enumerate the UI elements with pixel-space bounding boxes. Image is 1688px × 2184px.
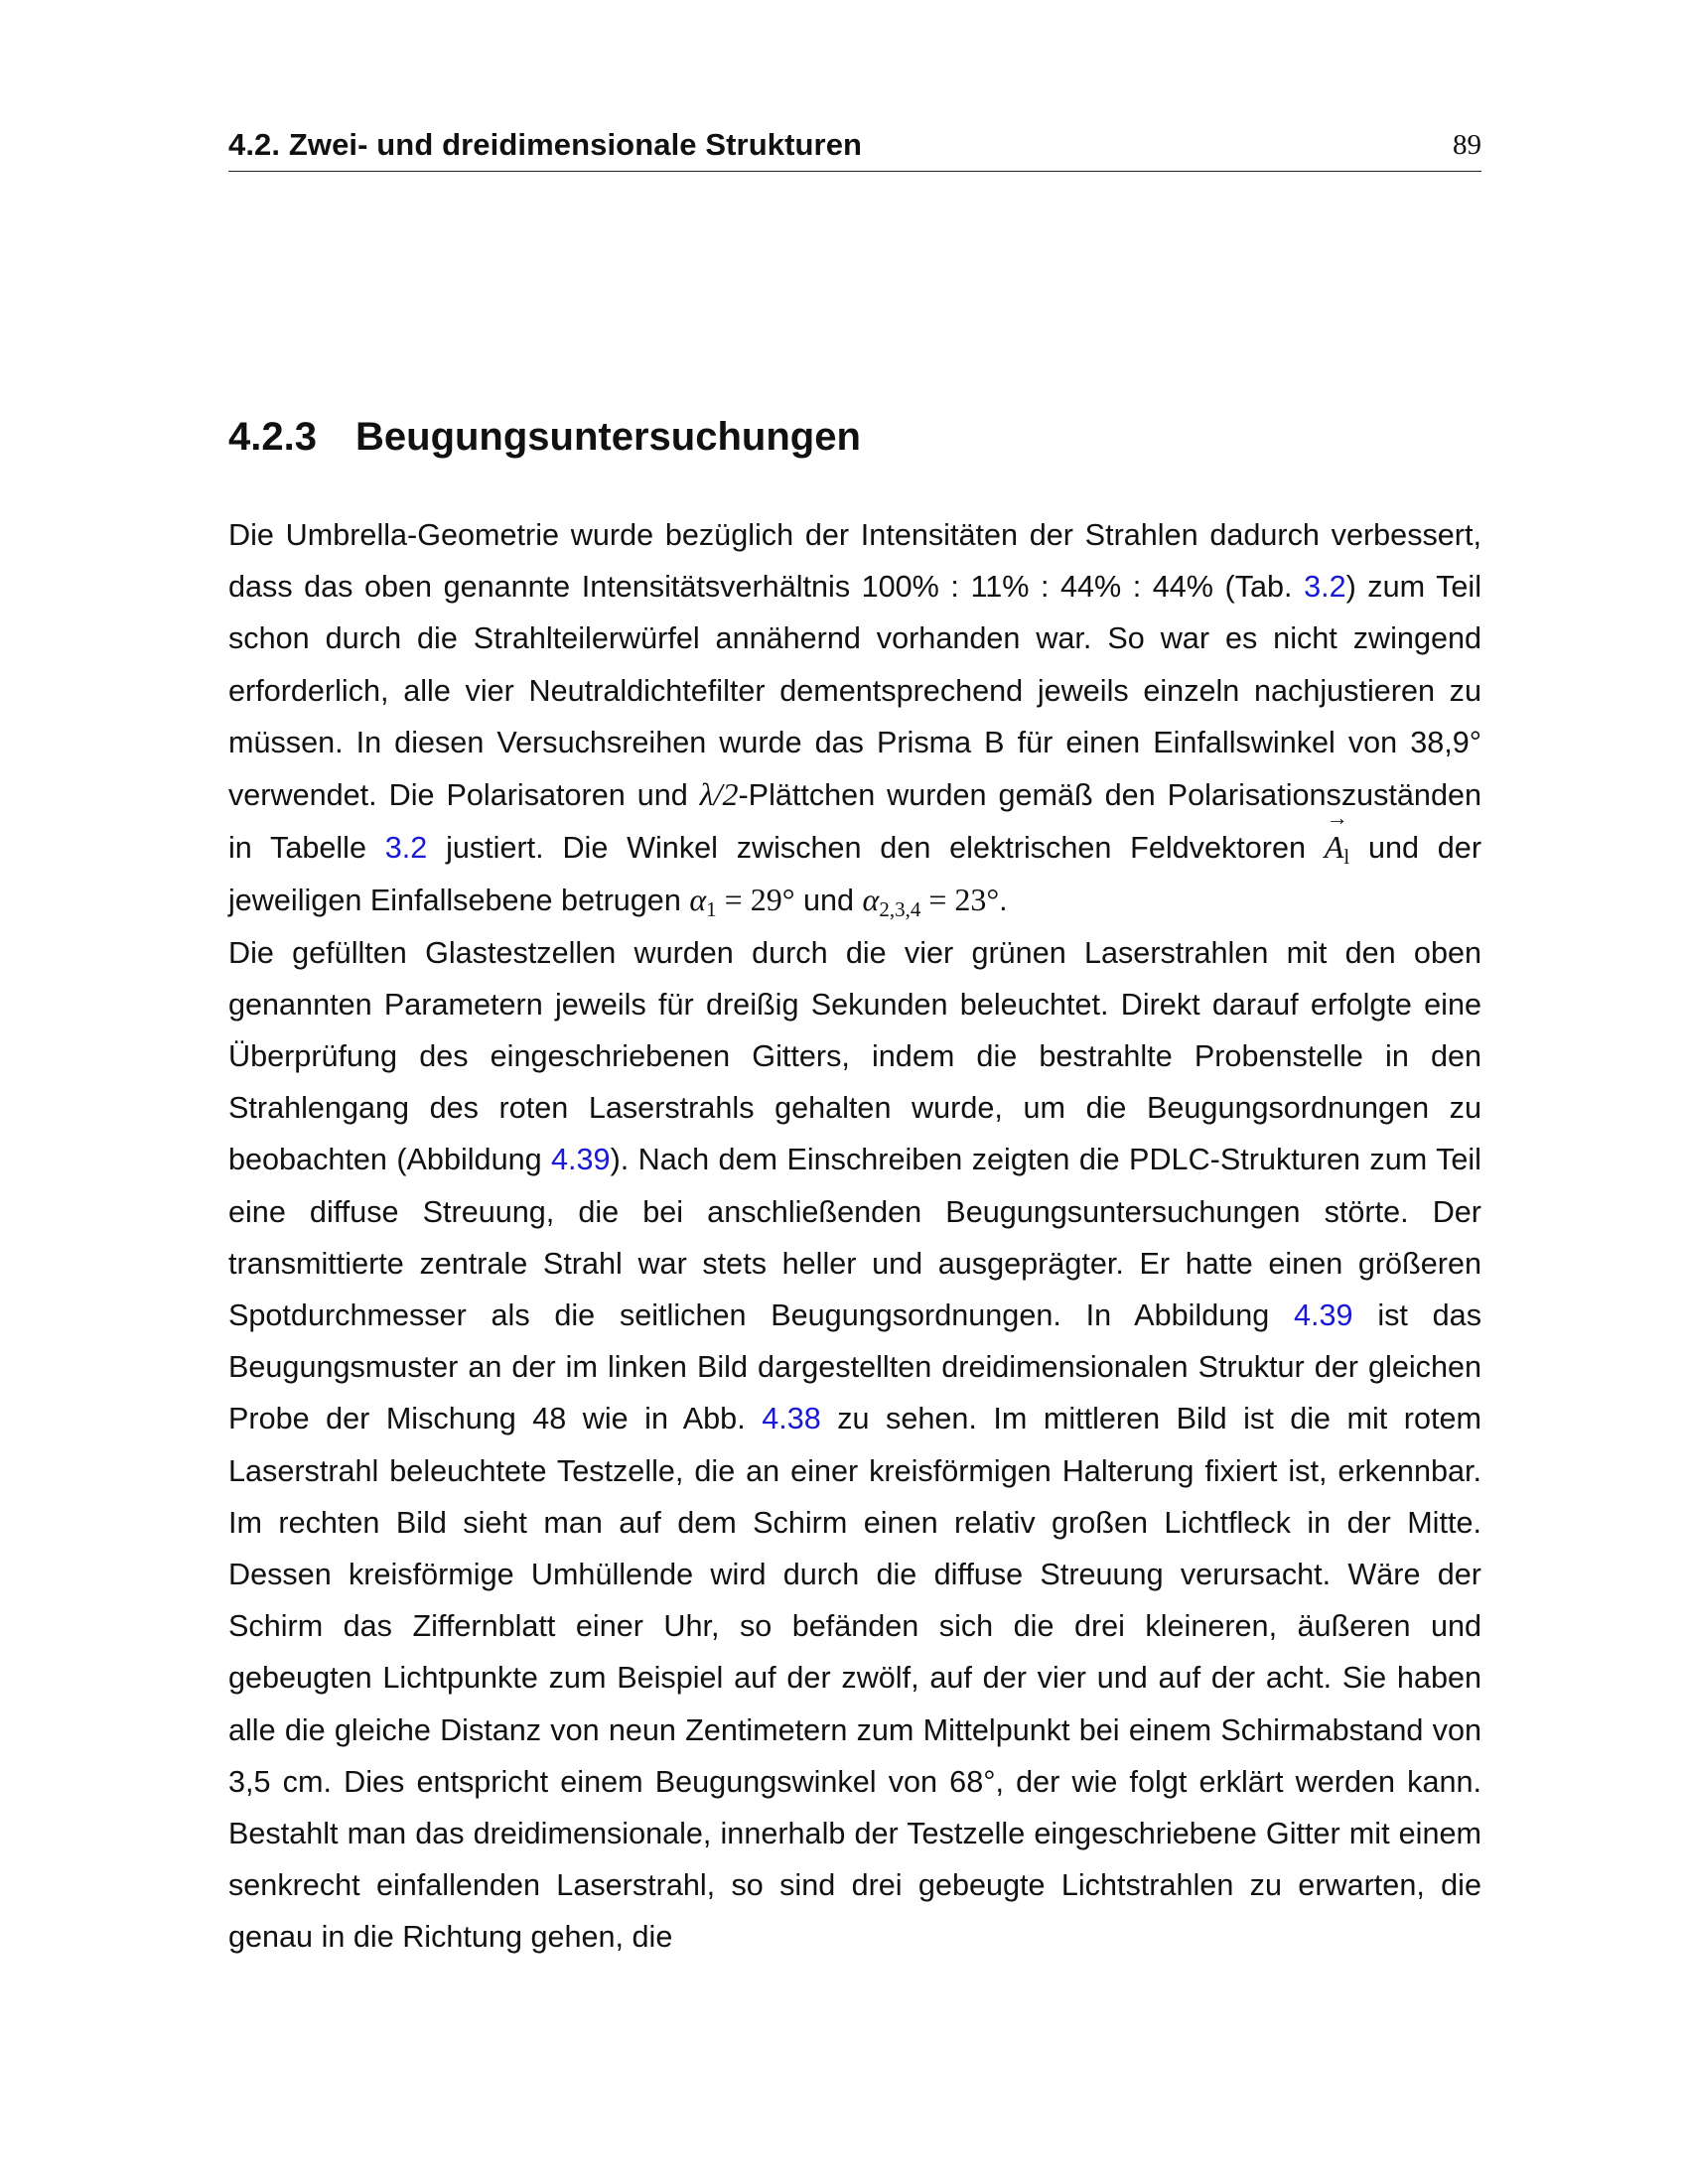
alpha-234-value: = 23° xyxy=(920,882,1000,918)
running-header-title: 4.2. Zwei- und dreidimensionale Strukturen xyxy=(228,127,863,162)
math-lambda-half: λ/2 xyxy=(699,776,739,813)
math-field-vector xyxy=(1324,805,1350,870)
math-alpha-234 xyxy=(862,882,921,922)
vector-subscript: l xyxy=(1343,845,1350,870)
text-run: zu sehen. Im mittleren Bild ist die mit rotem Laserstrahl beleuchtete Testzelle, die an einer kreisförmigen Halterung fixiert ist, erkennbar. Im rechten Bild sieht man auf dem Schirm einen relativ großen Lichtfleck in der Mitte. Dessen kreisförmige Umhüllende wird durch die diffuse Streuung verursacht. Wäre der Schirm das Ziffernblatt einer Uhr, so befänden sich die drei kleineren, äußeren und gebeugten Lichtpunkte zum Beispiel auf der zwölf, auf der vier und auf der acht. Sie haben alle die gleiche Distanz von neun Zentimetern zum Mittelpunkt bei einem Schirmabstand von 3,5 cm. Dies entspricht einem Beugungswinkel von 68°, der wie folgt erklärt werden kann. Bestahlt man das dreidimensionale, innerhalb der Testzelle eingeschriebene Gitter mit einem senkrecht einfallenden Laserstrahl, so sind drei gebeugte Lichtstrahlen zu erwarten, die genau in die Richtung gehen, die xyxy=(228,1402,1481,1955)
paragraph-2 xyxy=(228,927,1481,1964)
table-ref-link[interactable]: 3.2 xyxy=(384,831,428,866)
figure-ref-link[interactable]: 4.38 xyxy=(762,1402,821,1436)
text-run: und der jeweiligen Einfallsebene betrugen xyxy=(228,831,1482,918)
table-ref-link[interactable]: 3.2 xyxy=(1304,570,1346,605)
figure-ref-link[interactable]: 4.39 xyxy=(551,1143,611,1177)
alpha-subscript: 2,3,4 xyxy=(879,897,921,922)
math-alpha-1 xyxy=(689,882,717,922)
section-heading xyxy=(228,415,861,460)
text-run: -Plättchen wurden gemäß den Polarisationszuständen in Tabelle xyxy=(228,778,1481,866)
paragraph-1 xyxy=(228,509,1481,927)
text-run: und xyxy=(794,884,863,918)
vector-letter: A xyxy=(1324,829,1344,866)
alpha-symbol: α xyxy=(862,882,880,918)
text-run: Die Umbrella-Geometrie wurde bezüglich der Intensitäten der Strahlen dadurch verbessert, dass das oben genannte Intensitätsverhältnis 100% : 11% : 44% : 44% (Tab. xyxy=(228,518,1481,605)
alpha-1-value: = 29° xyxy=(716,882,795,918)
running-header xyxy=(228,127,1481,172)
text-run: ). Nach dem Einschreiben zeigten die PDLC-Strukturen zum Teil eine diffuse Streuung, die bei anschließenden Beugungsuntersuchungen störte. Der transmittierte zentrale Strahl war stets heller und ausgeprägter. Er hatte einen größeren Spotdurchmesser als die seitlichen Beugungsordnungen. In Abbildung xyxy=(228,1143,1481,1333)
alpha-symbol: α xyxy=(689,882,707,918)
text-run: Die gefüllten Glastestzellen wurden durch die vier grünen Laserstrahlen mit den oben genannten Parametern jeweils für dreißig Sekunden beleuchtet. Direkt darauf erfolgte eine Überprüfung des eingeschriebenen Gitters, indem die bestrahlte Probenstelle in den Strahlengang des roten Laserstrahls gehalten wurde, um die Beugungsordnungen zu beobachten (Abbildung xyxy=(228,935,1481,1177)
text-run: justiert. Die Winkel zwischen den elektrischen Feldvektoren xyxy=(427,831,1325,866)
section-title: Beugungsuntersuchungen xyxy=(355,415,861,459)
vector-arrow: → xyxy=(1326,805,1348,831)
text-run: . xyxy=(999,884,1008,918)
body-text xyxy=(228,509,1481,1964)
text-run: ist das Beugungsmuster an der im linken Bild dargestellten dreidimensionalen Struktur der gleichen Probe der Mischung 48 wie in Abb. xyxy=(228,1298,1481,1436)
text-run: ) zum Teil schon durch die Strahlteilerwürfel annähernd vorhanden war. So war es nicht zwingend erforderlich, alle vier Neutraldichtefilter dementsprechend jeweils einzeln nachjustieren zu müssen. In diesen Versuchsreihen wurde das Prisma B für einen Einfallswinkel von 38,9° verwendet. Die Polarisatoren und xyxy=(228,570,1481,813)
figure-ref-link[interactable]: 4.39 xyxy=(1294,1298,1353,1333)
alpha-subscript: 1 xyxy=(706,897,717,922)
page-number: 89 xyxy=(1453,129,1481,161)
section-number: 4.2.3 xyxy=(228,415,317,459)
vector-symbol xyxy=(1324,805,1348,873)
